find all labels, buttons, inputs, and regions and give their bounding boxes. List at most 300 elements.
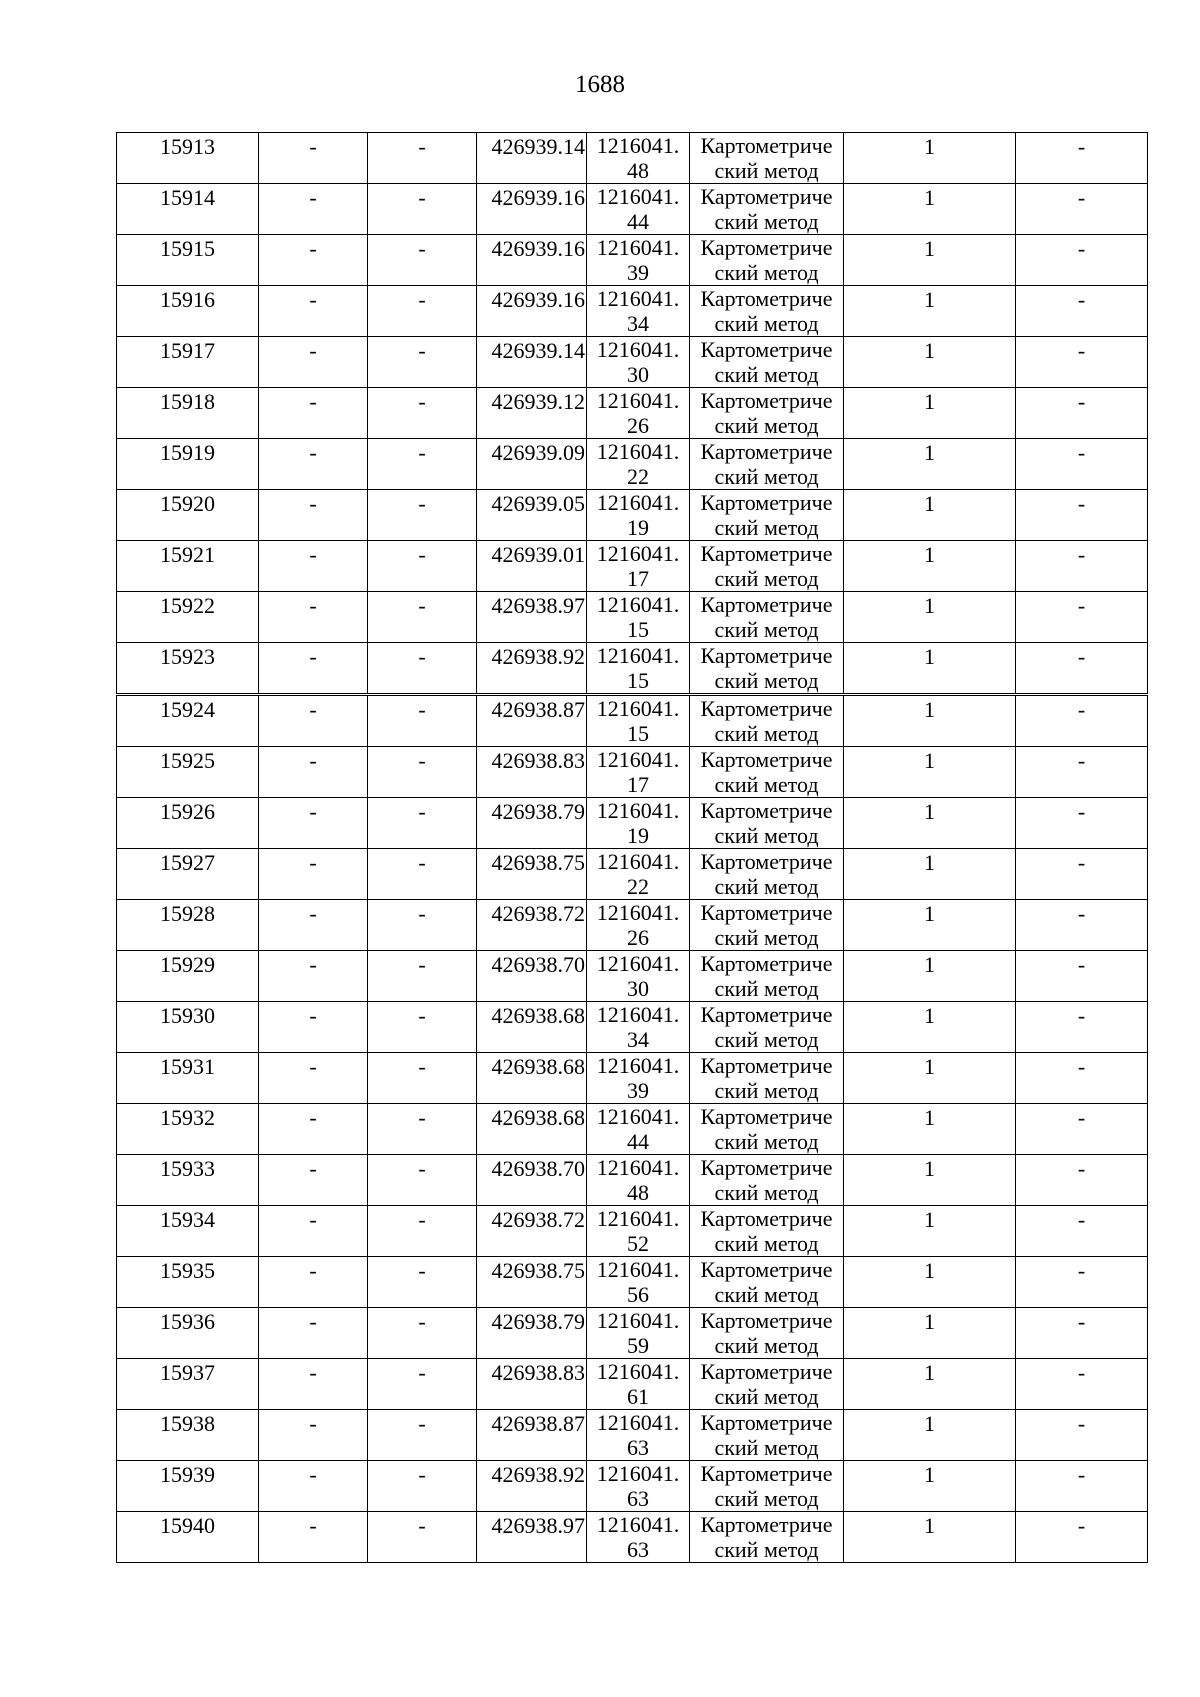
dash-cell: - [368,849,477,900]
y-coordinate-cell [587,1461,690,1512]
point-number-cell: 15919 [117,439,259,490]
point-number-cell: 15917 [117,337,259,388]
y-coordinate-line-2: 56 [627,1282,649,1307]
method-cell [690,1257,844,1308]
x-coordinate-cell: 426938.68 [477,1104,587,1155]
method-cell [690,184,844,235]
y-coordinate-line-1: 1216041. [596,1512,680,1537]
table-row [117,849,1148,900]
dash-cell: - [259,541,368,592]
method-line-1: Картометриче [700,541,833,566]
y-coordinate-cell [587,798,690,849]
description-cell: - [1016,1257,1148,1308]
table-row [117,1104,1148,1155]
method-line-2: ский метод [714,1537,819,1562]
y-coordinate-line-1: 1216041. [596,1461,680,1486]
description-cell: - [1016,747,1148,798]
accuracy-cell: 1 [844,286,1016,337]
point-number-cell: 15913 [117,133,259,184]
y-coordinate-line-1: 1216041. [596,388,680,413]
method-line-2: ский метод [714,1231,819,1256]
table-row [117,235,1148,286]
point-number-cell: 15920 [117,490,259,541]
dash-cell: - [259,747,368,798]
y-coordinate-line-2: 34 [627,311,649,336]
y-coordinate-line-2: 22 [627,464,649,489]
y-coordinate-cell [587,643,690,695]
dash-cell: - [259,1053,368,1104]
y-coordinate-line-1: 1216041. [596,696,680,721]
dash-cell: - [368,643,477,695]
y-coordinate-cell [587,695,690,747]
dash-cell: - [368,184,477,235]
point-number-cell: 15932 [117,1104,259,1155]
accuracy-cell: 1 [844,849,1016,900]
y-coordinate-line-2: 39 [627,260,649,285]
x-coordinate-cell: 426939.14 [477,133,587,184]
y-coordinate-line-2: 44 [627,1129,649,1154]
dash-cell: - [259,184,368,235]
dash-cell: - [259,1359,368,1410]
x-coordinate-cell: 426938.97 [477,1512,587,1563]
y-coordinate-line-1: 1216041. [596,951,680,976]
method-line-1: Картометриче [700,1155,833,1180]
y-coordinate-line-2: 63 [627,1435,649,1460]
accuracy-cell: 1 [844,1359,1016,1410]
method-line-1: Картометриче [700,133,833,158]
x-coordinate-cell: 426939.14 [477,337,587,388]
dash-cell: - [259,798,368,849]
point-number-cell: 15915 [117,235,259,286]
dash-cell: - [259,900,368,951]
y-coordinate-line-2: 59 [627,1333,649,1358]
y-coordinate-line-1: 1216041. [596,1053,680,1078]
y-coordinate-cell [587,1104,690,1155]
x-coordinate-cell: 426938.83 [477,1359,587,1410]
point-number-cell: 15934 [117,1206,259,1257]
description-cell: - [1016,951,1148,1002]
y-coordinate-line-1: 1216041. [596,849,680,874]
method-line-1: Картометриче [700,900,833,925]
description-cell: - [1016,439,1148,490]
y-coordinate-cell [587,1206,690,1257]
dash-cell: - [259,951,368,1002]
point-number-cell: 15926 [117,798,259,849]
method-line-1: Картометриче [700,1257,833,1282]
y-coordinate-line-2: 15 [627,617,649,642]
dash-cell: - [368,337,477,388]
table-row [117,747,1148,798]
x-coordinate-cell: 426938.75 [477,1257,587,1308]
x-coordinate-cell: 426938.70 [477,951,587,1002]
accuracy-cell: 1 [844,1257,1016,1308]
table-row [117,337,1148,388]
method-cell [690,286,844,337]
accuracy-cell: 1 [844,1155,1016,1206]
y-coordinate-line-2: 17 [627,772,649,797]
table-row [117,1002,1148,1053]
point-number-cell: 15921 [117,541,259,592]
y-coordinate-line-2: 61 [627,1384,649,1409]
method-cell [690,951,844,1002]
y-coordinate-line-2: 48 [627,1180,649,1205]
point-number-cell: 15922 [117,592,259,643]
x-coordinate-cell: 426939.09 [477,439,587,490]
point-number-cell: 15935 [117,1257,259,1308]
dash-cell: - [259,286,368,337]
description-cell: - [1016,1410,1148,1461]
accuracy-cell: 1 [844,388,1016,439]
dash-cell: - [368,951,477,1002]
y-coordinate-line-1: 1216041. [596,184,680,209]
table-body [117,133,1148,1563]
method-line-1: Картометриче [700,1410,833,1435]
dash-cell: - [259,1002,368,1053]
method-line-1: Картометриче [700,1002,833,1027]
accuracy-cell: 1 [844,798,1016,849]
method-line-1: Картометриче [700,439,833,464]
table-row [117,951,1148,1002]
x-coordinate-cell: 426938.79 [477,798,587,849]
y-coordinate-cell [587,1002,690,1053]
y-coordinate-cell [587,490,690,541]
accuracy-cell: 1 [844,900,1016,951]
y-coordinate-line-2: 39 [627,1078,649,1103]
y-coordinate-line-1: 1216041. [596,1410,680,1435]
x-coordinate-cell: 426938.87 [477,695,587,747]
table-row [117,592,1148,643]
y-coordinate-line-2: 34 [627,1027,649,1052]
y-coordinate-line-2: 17 [627,566,649,591]
y-coordinate-cell [587,286,690,337]
point-number-cell: 15923 [117,643,259,695]
y-coordinate-line-2: 30 [627,976,649,1001]
accuracy-cell: 1 [844,951,1016,1002]
method-cell [690,1002,844,1053]
table-row [117,1308,1148,1359]
method-cell [690,1359,844,1410]
x-coordinate-cell: 426938.68 [477,1053,587,1104]
description-cell: - [1016,286,1148,337]
dash-cell: - [259,337,368,388]
dash-cell: - [259,439,368,490]
accuracy-cell: 1 [844,184,1016,235]
point-number-cell: 15927 [117,849,259,900]
method-line-2: ский метод [714,1486,819,1511]
y-coordinate-line-1: 1216041. [596,541,680,566]
coordinates-table [116,132,1148,1563]
method-line-1: Картометриче [700,1053,833,1078]
dash-cell: - [368,490,477,541]
point-number-cell: 15929 [117,951,259,1002]
dash-cell: - [259,1461,368,1512]
method-line-2: ский метод [714,617,819,642]
method-line-1: Картометриче [700,643,833,668]
y-coordinate-line-2: 30 [627,362,649,387]
dash-cell: - [368,388,477,439]
table-row [117,1461,1148,1512]
method-line-1: Картометриче [700,235,833,260]
dash-cell: - [259,1104,368,1155]
method-line-1: Картометриче [700,184,833,209]
y-coordinate-line-1: 1216041. [596,1104,680,1129]
table-row [117,133,1148,184]
x-coordinate-cell: 426938.83 [477,747,587,798]
x-coordinate-cell: 426939.12 [477,388,587,439]
accuracy-cell: 1 [844,337,1016,388]
y-coordinate-line-1: 1216041. [596,1308,680,1333]
accuracy-cell: 1 [844,1206,1016,1257]
y-coordinate-line-1: 1216041. [596,1206,680,1231]
method-line-2: ский метод [714,311,819,336]
method-line-2: ский метод [714,721,819,746]
y-coordinate-line-1: 1216041. [596,592,680,617]
x-coordinate-cell: 426938.87 [477,1410,587,1461]
point-number-cell: 15914 [117,184,259,235]
y-coordinate-cell [587,951,690,1002]
method-line-2: ский метод [714,1129,819,1154]
point-number-cell: 15936 [117,1308,259,1359]
dash-cell: - [368,1410,477,1461]
description-cell: - [1016,592,1148,643]
description-cell: - [1016,1461,1148,1512]
accuracy-cell: 1 [844,1461,1016,1512]
dash-cell: - [259,643,368,695]
y-coordinate-line-2: 52 [627,1231,649,1256]
method-cell [690,1104,844,1155]
description-cell: - [1016,337,1148,388]
y-coordinate-line-1: 1216041. [596,490,680,515]
y-coordinate-cell [587,849,690,900]
table-row [117,1206,1148,1257]
method-line-2: ский метод [714,1384,819,1409]
method-line-2: ский метод [714,772,819,797]
accuracy-cell: 1 [844,439,1016,490]
table-row [117,643,1148,695]
dash-cell: - [368,900,477,951]
x-coordinate-cell: 426938.70 [477,1155,587,1206]
method-line-1: Картометриче [700,286,833,311]
description-cell: - [1016,388,1148,439]
y-coordinate-line-2: 26 [627,925,649,950]
table-row [117,1512,1148,1563]
dash-cell: - [259,1257,368,1308]
accuracy-cell: 1 [844,592,1016,643]
x-coordinate-cell: 426939.16 [477,286,587,337]
description-cell: - [1016,490,1148,541]
x-coordinate-cell: 426938.72 [477,900,587,951]
y-coordinate-line-2: 63 [627,1486,649,1511]
y-coordinate-line-2: 48 [627,158,649,183]
page-number: 1688 [575,71,625,98]
y-coordinate-cell [587,337,690,388]
dash-cell: - [259,1206,368,1257]
point-number-cell: 15939 [117,1461,259,1512]
method-line-2: ский метод [714,976,819,1001]
accuracy-cell: 1 [844,695,1016,747]
dash-cell: - [368,286,477,337]
description-cell: - [1016,541,1148,592]
y-coordinate-line-1: 1216041. [596,337,680,362]
y-coordinate-cell [587,1512,690,1563]
y-coordinate-cell [587,592,690,643]
x-coordinate-cell: 426939.05 [477,490,587,541]
description-cell: - [1016,1104,1148,1155]
method-line-1: Картометриче [700,798,833,823]
y-coordinate-line-1: 1216041. [596,133,680,158]
y-coordinate-cell [587,133,690,184]
x-coordinate-cell: 426938.75 [477,849,587,900]
method-cell [690,235,844,286]
point-number-cell: 15937 [117,1359,259,1410]
x-coordinate-cell: 426938.72 [477,1206,587,1257]
accuracy-cell: 1 [844,1410,1016,1461]
y-coordinate-line-1: 1216041. [596,286,680,311]
method-line-2: ский метод [714,515,819,540]
description-cell: - [1016,184,1148,235]
y-coordinate-line-1: 1216041. [596,900,680,925]
method-line-2: ский метод [714,1435,819,1460]
point-number-cell: 15924 [117,695,259,747]
y-coordinate-line-1: 1216041. [596,643,680,668]
dash-cell: - [259,1155,368,1206]
dash-cell: - [368,1155,477,1206]
method-cell [690,490,844,541]
dash-cell: - [259,235,368,286]
description-cell: - [1016,798,1148,849]
y-coordinate-line-2: 26 [627,413,649,438]
dash-cell: - [368,592,477,643]
method-line-1: Картометриче [700,696,833,721]
description-cell: - [1016,1308,1148,1359]
y-coordinate-line-1: 1216041. [596,1155,680,1180]
method-line-2: ский метод [714,925,819,950]
method-cell [690,439,844,490]
y-coordinate-line-1: 1216041. [596,747,680,772]
x-coordinate-cell: 426939.16 [477,235,587,286]
dash-cell: - [368,1461,477,1512]
point-number-cell: 15916 [117,286,259,337]
description-cell: - [1016,133,1148,184]
dash-cell: - [259,592,368,643]
accuracy-cell: 1 [844,643,1016,695]
y-coordinate-line-1: 1216041. [596,1002,680,1027]
dash-cell: - [368,1308,477,1359]
accuracy-cell: 1 [844,133,1016,184]
y-coordinate-cell [587,541,690,592]
description-cell: - [1016,1206,1148,1257]
accuracy-cell: 1 [844,1002,1016,1053]
x-coordinate-cell: 426938.92 [477,1461,587,1512]
method-line-2: ский метод [714,464,819,489]
method-cell [690,849,844,900]
description-cell: - [1016,1359,1148,1410]
accuracy-cell: 1 [844,490,1016,541]
y-coordinate-cell [587,1155,690,1206]
y-coordinate-line-1: 1216041. [596,235,680,260]
y-coordinate-cell [587,235,690,286]
dash-cell: - [368,1104,477,1155]
table-row [117,798,1148,849]
y-coordinate-line-2: 15 [627,721,649,746]
point-number-cell: 15918 [117,388,259,439]
x-coordinate-cell: 426938.97 [477,592,587,643]
dash-cell: - [259,490,368,541]
dash-cell: - [259,133,368,184]
y-coordinate-line-1: 1216041. [596,798,680,823]
accuracy-cell: 1 [844,747,1016,798]
point-number-cell: 15928 [117,900,259,951]
x-coordinate-cell: 426939.16 [477,184,587,235]
method-cell [690,1308,844,1359]
accuracy-cell: 1 [844,1308,1016,1359]
dash-cell: - [368,439,477,490]
dash-cell: - [368,747,477,798]
method-line-1: Картометриче [700,1512,833,1537]
point-number-cell: 15931 [117,1053,259,1104]
method-line-1: Картометриче [700,747,833,772]
y-coordinate-line-2: 19 [627,823,649,848]
method-cell [690,1206,844,1257]
y-coordinate-line-2: 63 [627,1537,649,1562]
y-coordinate-cell [587,439,690,490]
method-line-2: ский метод [714,1333,819,1358]
dash-cell: - [259,1410,368,1461]
description-cell: - [1016,695,1148,747]
dash-cell: - [259,695,368,747]
point-number-cell: 15938 [117,1410,259,1461]
dash-cell: - [368,1053,477,1104]
x-coordinate-cell: 426938.79 [477,1308,587,1359]
table-row [117,1257,1148,1308]
method-cell [690,337,844,388]
dash-cell: - [259,849,368,900]
accuracy-cell: 1 [844,235,1016,286]
description-cell: - [1016,235,1148,286]
method-line-2: ский метод [714,823,819,848]
y-coordinate-cell [587,1410,690,1461]
table-row [117,388,1148,439]
table-row [117,1053,1148,1104]
table-row [117,695,1148,747]
x-coordinate-cell: 426938.68 [477,1002,587,1053]
y-coordinate-cell [587,388,690,439]
method-cell [690,747,844,798]
point-number-cell: 15940 [117,1512,259,1563]
y-coordinate-cell [587,184,690,235]
description-cell: - [1016,1155,1148,1206]
method-cell [690,1155,844,1206]
dash-cell: - [259,388,368,439]
method-cell [690,900,844,951]
dash-cell: - [368,798,477,849]
method-line-1: Картометриче [700,337,833,362]
y-coordinate-line-1: 1216041. [596,1257,680,1282]
x-coordinate-cell: 426938.92 [477,643,587,695]
y-coordinate-line-2: 44 [627,209,649,234]
accuracy-cell: 1 [844,1512,1016,1563]
method-line-1: Картометриче [700,1461,833,1486]
y-coordinate-cell [587,900,690,951]
accuracy-cell: 1 [844,1053,1016,1104]
method-line-2: ский метод [714,1282,819,1307]
dash-cell: - [368,133,477,184]
y-coordinate-cell [587,1308,690,1359]
y-coordinate-cell [587,1359,690,1410]
method-cell [690,388,844,439]
dash-cell: - [368,1257,477,1308]
y-coordinate-line-2: 22 [627,874,649,899]
